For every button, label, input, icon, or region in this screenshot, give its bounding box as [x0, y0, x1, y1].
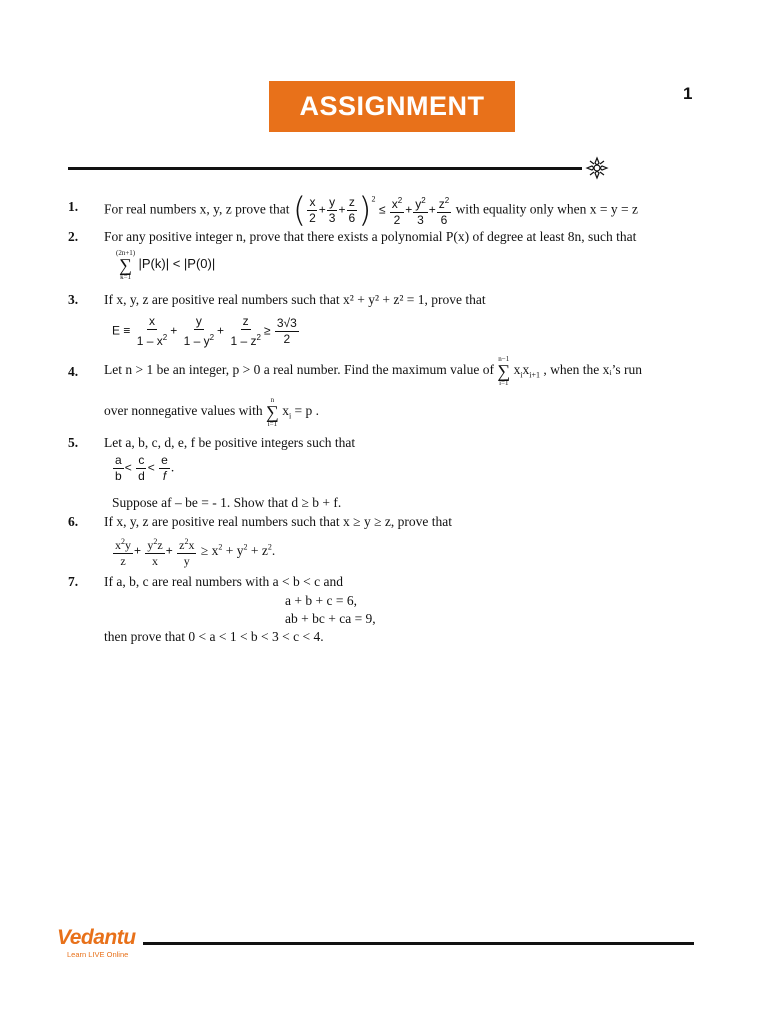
question-supposition: Suppose af – be = - 1. Show that d ≥ b + f.: [112, 495, 342, 510]
question-formula: E ≡ $\frac{x}{1 - x^2}$ + $\frac{y}{1 - y^2}$ + $\frac{z}{1 - z^2}$ ≥ $\frac{3√3}{2}$: [112, 314, 297, 348]
question-formula: $\frac{x^2y}{z}$ + $\frac{y^2z}{x}$ + $\frac{z^2x}{y}$ ≥ $x^2 + y^2 + z^2$.: [112, 534, 275, 569]
question-number: 7.: [68, 574, 79, 589]
question-lead: For real numbers x, y, z prove that: [104, 201, 290, 217]
question-number: 1.: [68, 199, 79, 214]
question-formula: $\frac{a}{b}$ < $\frac{c}{d}$ < $\frac{e}{f}$ .: [115, 453, 175, 483]
question-number: 2.: [68, 229, 79, 244]
question-text: If x, y, z are positive real numbers such that x² + y² + z² = 1, prove that: [104, 292, 486, 307]
ornament-icon: [585, 156, 609, 180]
footer-rule: [143, 942, 694, 945]
header-rule: [68, 167, 582, 170]
page-number: 1: [683, 84, 693, 103]
question-text: If a, b, c are real numbers with a < b < c and: [104, 574, 344, 589]
question-conclusion: then prove that 0 < a < 1 < b < 3 < c < 4.: [104, 629, 324, 644]
question-number: 6.: [68, 514, 79, 529]
question-text: Let n > 1 be an integer, p > 0 a real number. Find the maximum value of n−1 ∑ i=1 $x_ix_{i+1}$ , when the xᵢ’s run: [104, 355, 642, 387]
question-formula: (2n+1) ∑ k=1 |P(k)| < |P(0)|: [116, 249, 216, 281]
question-text: For real numbers x, y, z prove that ( $\frac{x}{2}$ + $\frac{y}{3}$ + $\frac{z}{6}$ )$^2$ ≤ $\frac{x^2}{2}$ + $\frac{y^2}{3}$ + $\frac{z^2}{6}$ with equality only when x = y = z: [104, 190, 639, 231]
question-tail: with equality only when x = y = z: [455, 201, 639, 217]
vedantu-logo: Vedantu Learn LIVE Online: [57, 926, 136, 959]
question-number: 4.: [68, 364, 79, 379]
question-line-2: over nonnegative values with n ∑ i=1 $x_i = p$ .: [104, 396, 320, 428]
question-number: 3.: [68, 292, 79, 307]
equation-2: ab + bc + ca = 9,: [285, 611, 376, 626]
question-text: For any positive integer n, prove that there exists a polynomial P(x) of degree at least 8n, such that: [104, 229, 637, 244]
question-text: Let a, b, c, d, e, f be positive integers such that: [104, 435, 356, 450]
question-number: 5.: [68, 435, 79, 450]
equation-1: a + b + c = 6,: [285, 593, 357, 608]
question-text: If x, y, z are positive real numbers such that x ≥ y ≥ z, prove that: [104, 514, 452, 529]
assignment-title: ASSIGNMENT: [269, 81, 515, 132]
